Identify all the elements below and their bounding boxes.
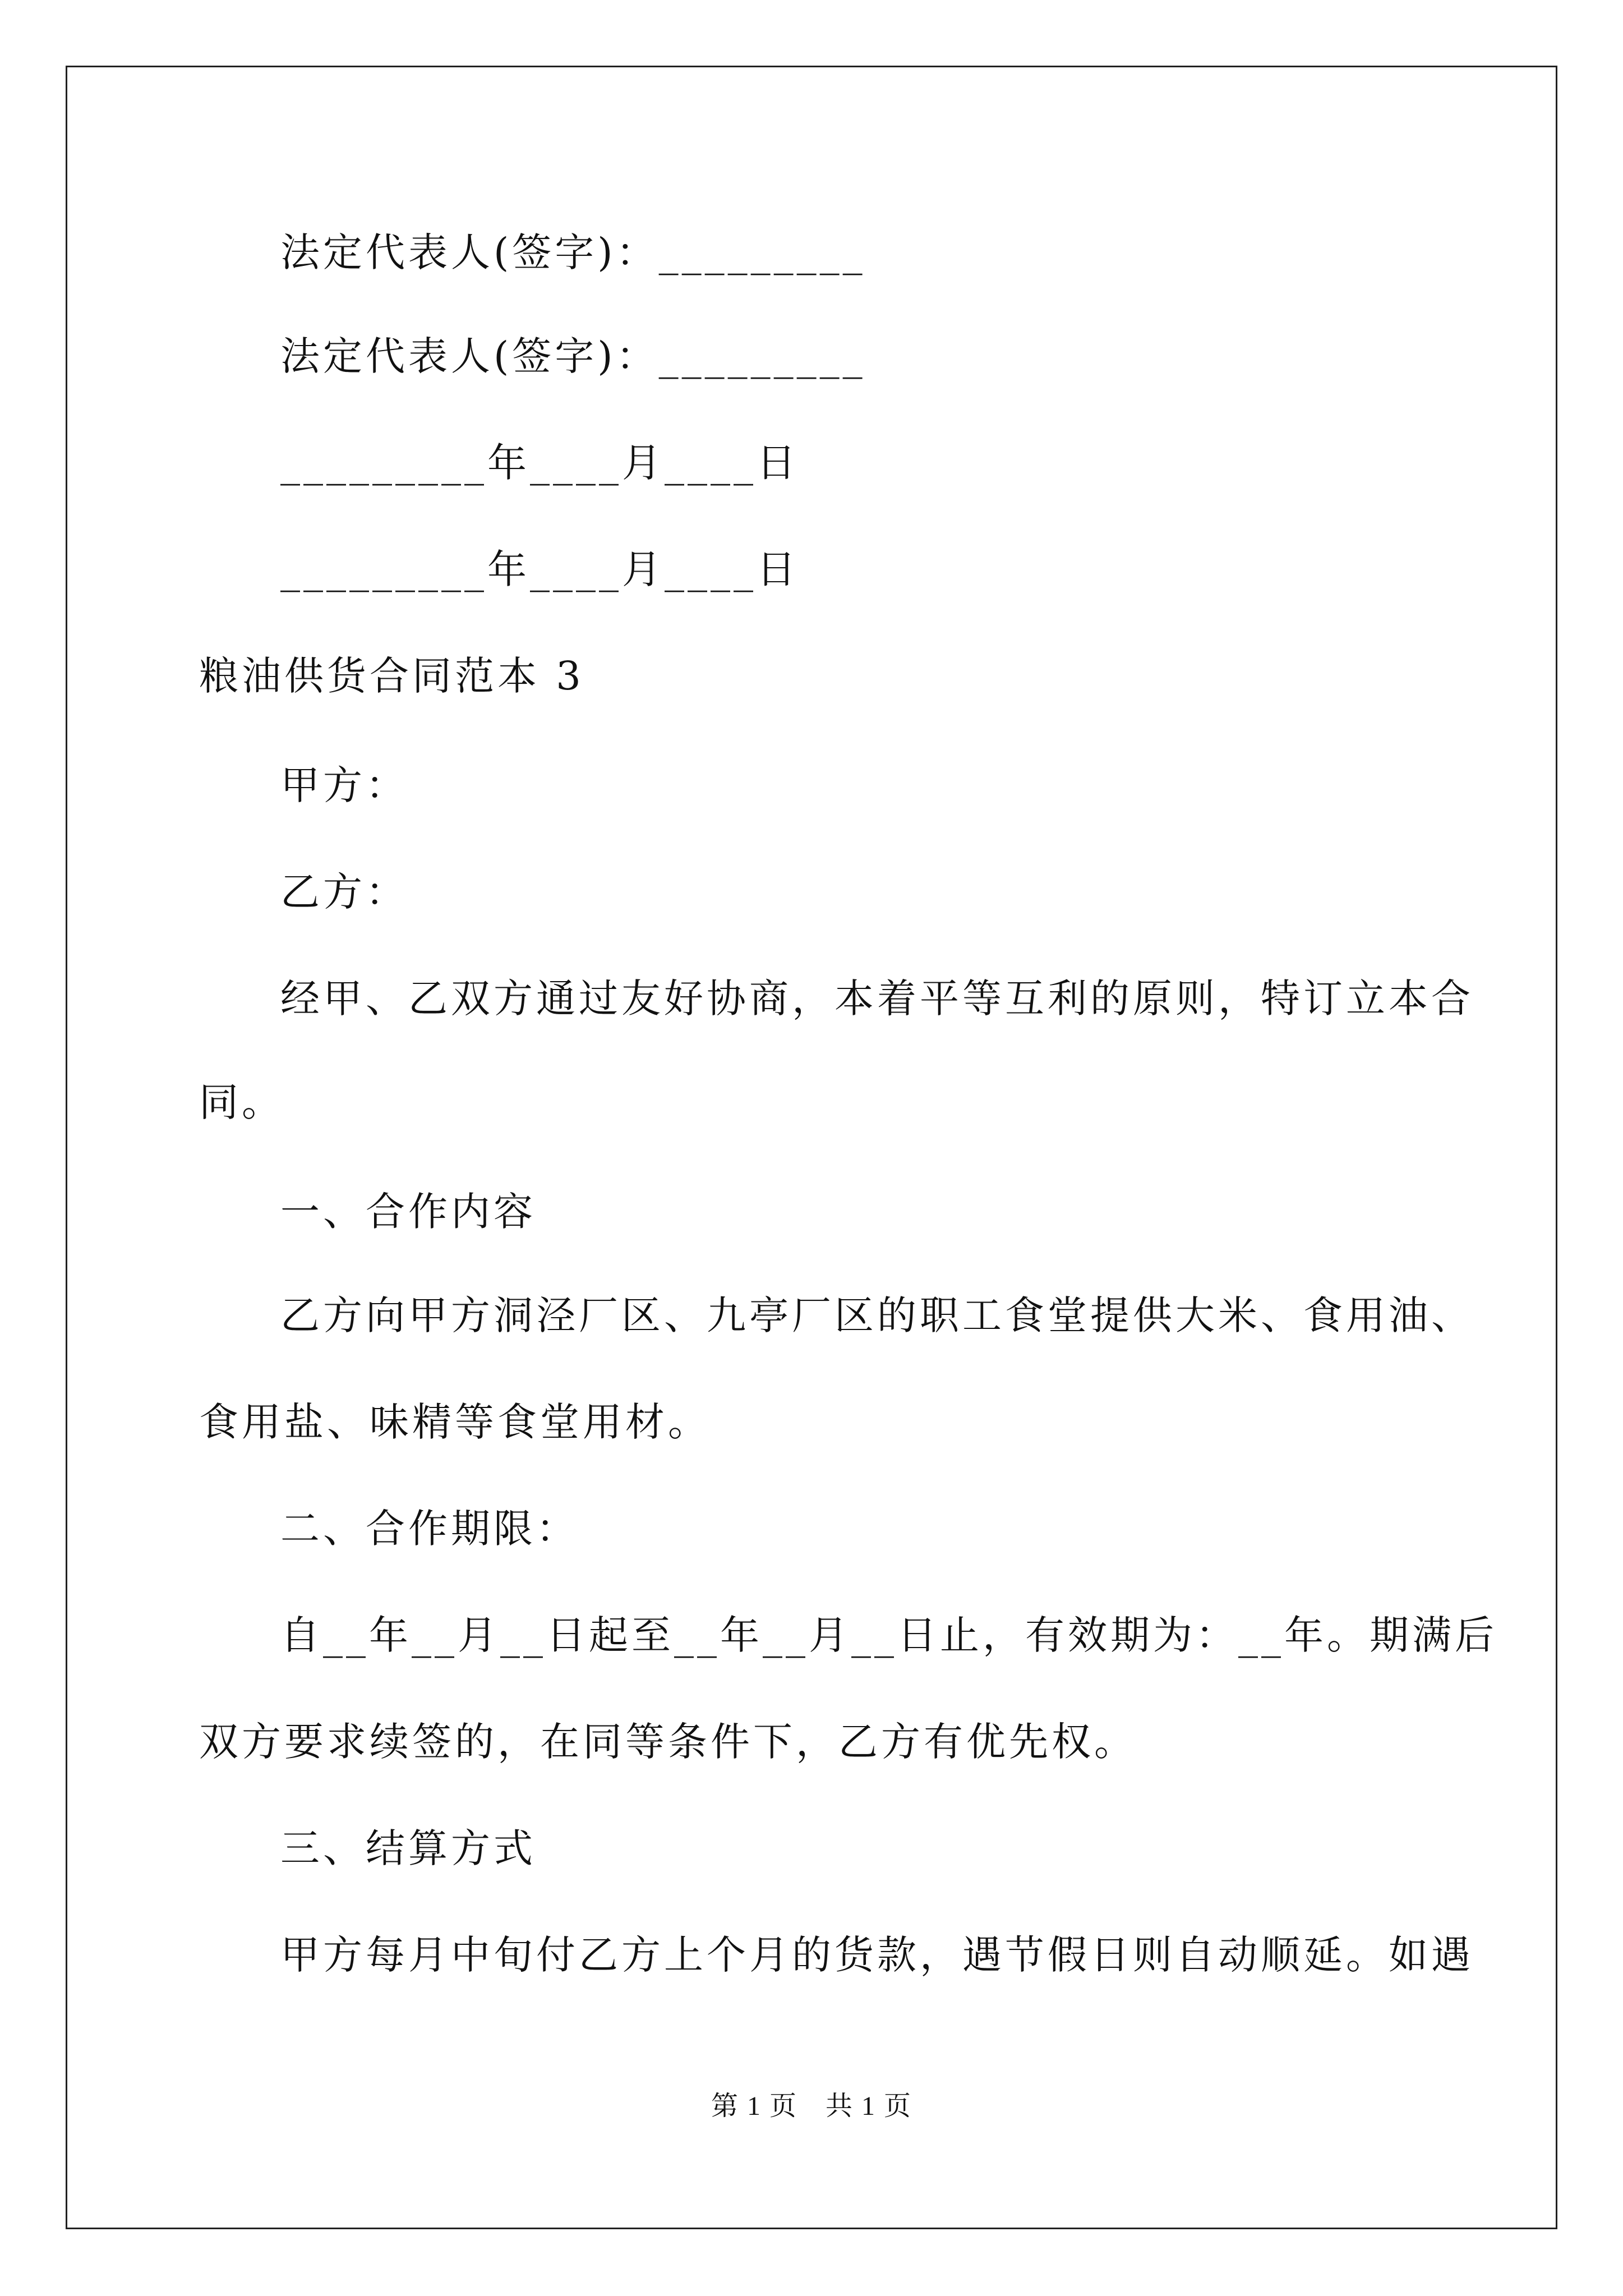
period-paragraph-line-2: 双方要求续签的，在同等条件下，乙方有优先权。: [199, 1719, 1137, 1765]
period-paragraph-line-1: 自__年__月__日起至__年__月__日止，有效期为：__年。期满后: [280, 1612, 1497, 1658]
legal-rep-signature-line-1: 法定代表人(签字)：_________: [280, 229, 866, 275]
cooperation-paragraph-line-1: 乙方向甲方洞泾厂区、九亭厂区的职工食堂提供大米、食用油、: [280, 1292, 1474, 1338]
cooperation-paragraph-line-2: 食用盐、味精等食堂用材。: [199, 1399, 711, 1445]
heading-settlement-method: 三、结算方式: [280, 1825, 536, 1871]
page-footer: 第 1 页 共 1 页: [711, 2091, 912, 2121]
date-line-2: _________年____月____日: [280, 546, 799, 592]
party-b-line: 乙方：: [280, 869, 408, 915]
preamble-paragraph-line-1: 经甲、乙双方通过友好协商，本着平等互利的原则，特订立本合: [280, 976, 1474, 1022]
section-title: 粮油供货合同范本 3: [199, 653, 584, 699]
date-line-1: _________年____月____日: [280, 440, 799, 486]
settlement-paragraph-line-1: 甲方每月中旬付乙方上个月的货款，遇节假日则自动顺延。如遇: [280, 1932, 1474, 1978]
page-border: [66, 66, 1557, 2229]
party-a-line: 甲方：: [280, 762, 408, 808]
heading-cooperation-content: 一、合作内容: [280, 1189, 536, 1235]
heading-cooperation-period: 二、合作期限：: [280, 1506, 579, 1552]
legal-rep-signature-line-2: 法定代表人(签字)：_________: [280, 333, 866, 379]
preamble-paragraph-line-2: 同。: [199, 1079, 284, 1125]
